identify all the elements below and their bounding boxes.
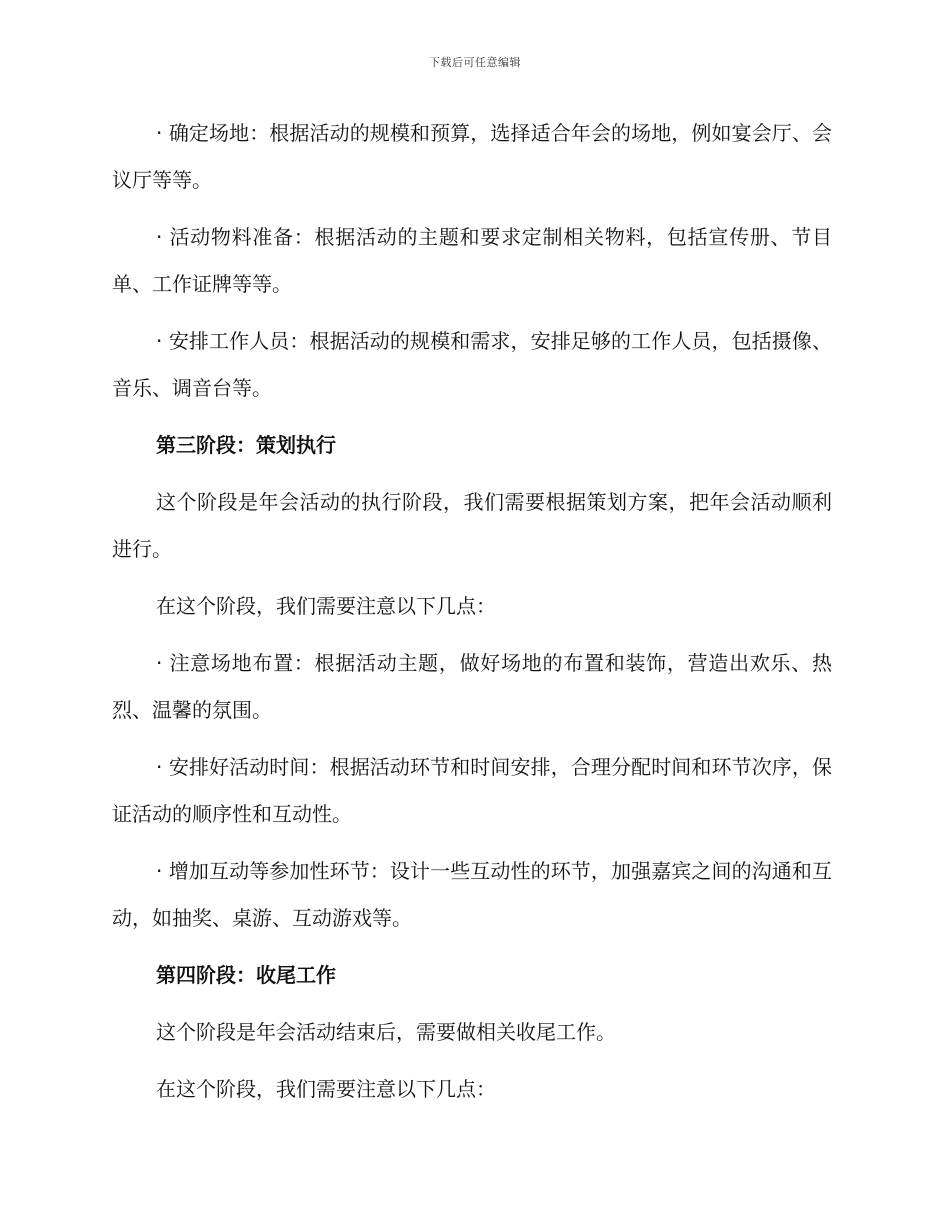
paragraph-interaction: · 增加互动等参加性环节：设计一些互动性的环节，加强嘉宾之间的沟通和互动，如抽奖、桌游、互动游戏等。 <box>112 859 832 930</box>
paragraph-venue: · 确定场地：根据活动的规模和预算，选择适合年会的场地，例如宴会厅、会议厅等等。 <box>112 121 832 192</box>
paragraph-stage-three-notes: 在这个阶段，我们需要注意以下几点： <box>156 594 496 618</box>
paragraph-materials: · 活动物料准备：根据活动的主题和要求定制相关物料，包括宣传册、节目单、工作证牌等等。 <box>112 225 832 296</box>
page-header: 下载后可任意编辑 <box>429 56 521 69</box>
paragraph-stage-four-intro: 这个阶段是年会活动结束后，需要做相关收尾工作。 <box>156 1020 616 1044</box>
document-body <box>112 110 832 1123</box>
paragraph-venue-decoration: · 注意场地布置：根据活动主题，做好场地的布置和装饰，营造出欢乐、热烈、温馨的氛围。 <box>112 651 832 722</box>
paragraph-staff: · 安排工作人员：根据活动的规模和需求，安排足够的工作人员，包括摄像、音乐、调音台等。 <box>112 329 832 400</box>
section-heading-stage-three: 第三阶段：策划执行 <box>156 433 336 457</box>
section-heading-stage-four: 第四阶段：收尾工作 <box>156 963 336 987</box>
paragraph-stage-four-notes: 在这个阶段，我们需要注意以下几点： <box>156 1077 496 1101</box>
paragraph-stage-three-intro: 这个阶段是年会活动的执行阶段，我们需要根据策划方案，把年会活动顺利进行。 <box>112 490 832 561</box>
paragraph-schedule: · 安排好活动时间：根据活动环节和时间安排，合理分配时间和环节次序，保证活动的顺序性和互动性。 <box>112 755 832 826</box>
